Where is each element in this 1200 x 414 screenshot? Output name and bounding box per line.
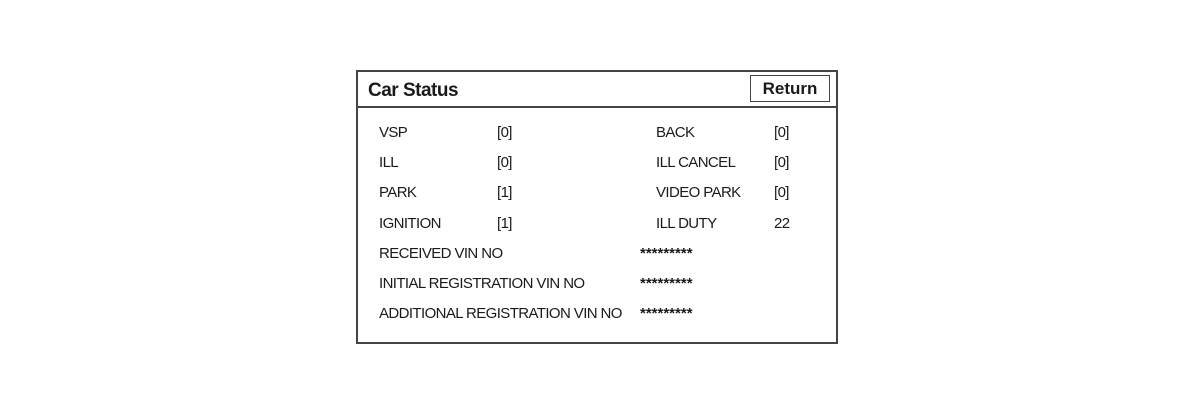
vsp-label: VSP — [379, 124, 408, 141]
video-park-label: VIDEO PARK — [656, 184, 741, 201]
return-button[interactable]: Return — [750, 75, 830, 102]
ill-cancel-label: ILL CANCEL — [656, 154, 736, 171]
additional-registration-vin-value: ********* — [640, 305, 693, 322]
ill-duty-value: 22 — [774, 215, 790, 232]
video-park-value: [0] — [774, 184, 789, 201]
initial-registration-vin-value: ********* — [640, 275, 693, 292]
panel-header — [358, 72, 836, 108]
back-label: BACK — [656, 124, 695, 141]
ignition-value: [1] — [497, 215, 512, 232]
back-value: [0] — [774, 124, 789, 141]
park-label: PARK — [379, 184, 417, 201]
additional-registration-vin-label: ADDITIONAL REGISTRATION VIN NO — [379, 305, 622, 322]
ill-duty-label: ILL DUTY — [656, 215, 717, 232]
ignition-label: IGNITION — [379, 215, 441, 232]
ill-label: ILL — [379, 154, 399, 171]
page-title: Car Status — [368, 80, 459, 101]
received-vin-label: RECEIVED VIN NO — [379, 245, 503, 262]
ill-cancel-value: [0] — [774, 154, 789, 171]
park-value: [1] — [497, 184, 512, 201]
ill-value: [0] — [497, 154, 512, 171]
car-status-panel — [356, 70, 838, 344]
status-content — [358, 108, 836, 344]
initial-registration-vin-label: INITIAL REGISTRATION VIN NO — [379, 275, 585, 292]
received-vin-value: ********* — [640, 245, 693, 262]
vsp-value: [0] — [497, 124, 512, 141]
